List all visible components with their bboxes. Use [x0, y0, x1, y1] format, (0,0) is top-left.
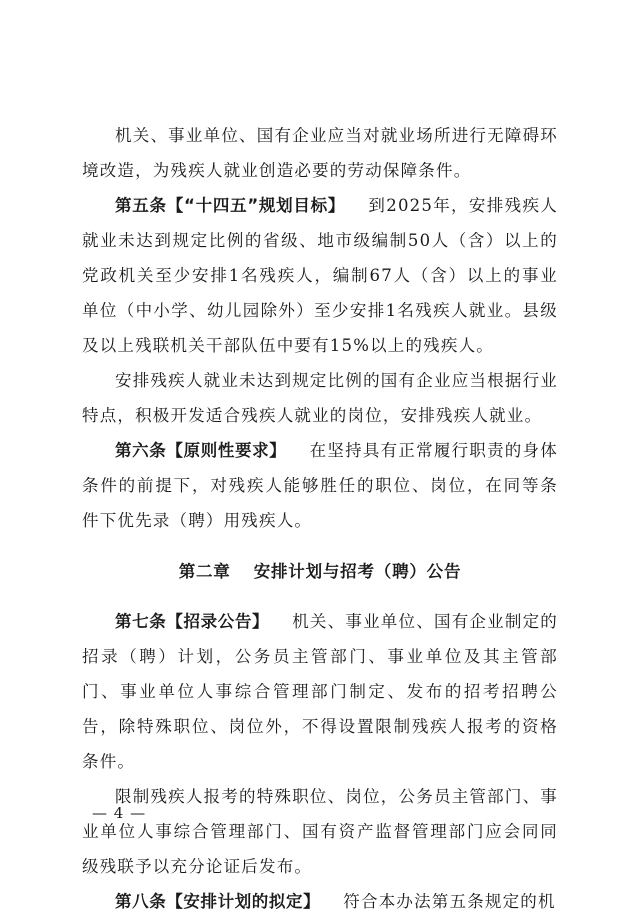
- article-6-title: 第六条【原则性要求】: [115, 441, 287, 460]
- article-6-text: 在坚持具有正常履行职责的身体条件的前提下，对残疾人能够胜任的职位、岗位，在同等条件下优先录（聘）用残疾人。: [82, 441, 559, 530]
- page-number: — 4 —: [92, 804, 147, 822]
- paragraph-continuation: [82, 118, 558, 188]
- article-7-text: 机关、事业单位、国有企业制定的招录（聘）计划，公务员主管部门、事业单位及其主管部门、事业单位人事综合管理部门制定、发布的招考招聘公告，除特殊职位、岗位外，不得设置限制残疾人报考的资格条件。: [82, 612, 558, 771]
- article-5: [82, 188, 558, 363]
- document-page: [82, 118, 558, 919]
- article-5-paragraph-2: [82, 363, 558, 433]
- article-8-title: 第八条【安排计划的拟定】: [115, 892, 321, 911]
- article-5-text: 到2025年，安排残疾人就业未达到规定比例的省级、地市级编制50人（含）以上的党政机关至少安排1名残疾人，编制67人（含）以上的事业单位（中小学、幼儿园除外）至少安排1名残疾人就业。县级及以上残联机关干部队伍中要有15%以上的残疾人。: [82, 196, 558, 355]
- article-7: [82, 604, 558, 779]
- article-8-text: 符合本办法第五条规定的机: [343, 892, 556, 911]
- article-5-title: 第五条【“十四五”规划目标】: [115, 196, 346, 215]
- chapter-number: 第二章: [178, 562, 231, 581]
- paragraph-text: 机关、事业单位、国有企业应当对就业场所进行无障碍环境改造，为残疾人就业创造必要的劳动保障条件。: [82, 126, 558, 180]
- article-6: [82, 433, 558, 538]
- chapter-title: 安排计划与招考（聘）公告: [253, 562, 462, 581]
- paragraph-text: 安排残疾人就业未达到规定比例的国有企业应当根据行业特点，积极开发适合残疾人就业的岗位，安排残疾人就业。: [82, 371, 558, 425]
- chapter-heading: [82, 554, 558, 590]
- article-8: [82, 884, 558, 919]
- article-7-paragraph-2: [82, 779, 558, 884]
- paragraph-text: 限制残疾人报考的特殊职位、岗位，公务员主管部门、事业单位人事综合管理部门、国有资产监督管理部门应会同同级残联予以充分论证后发布。: [82, 787, 558, 876]
- article-7-title: 第七条【招录公告】: [115, 612, 270, 631]
